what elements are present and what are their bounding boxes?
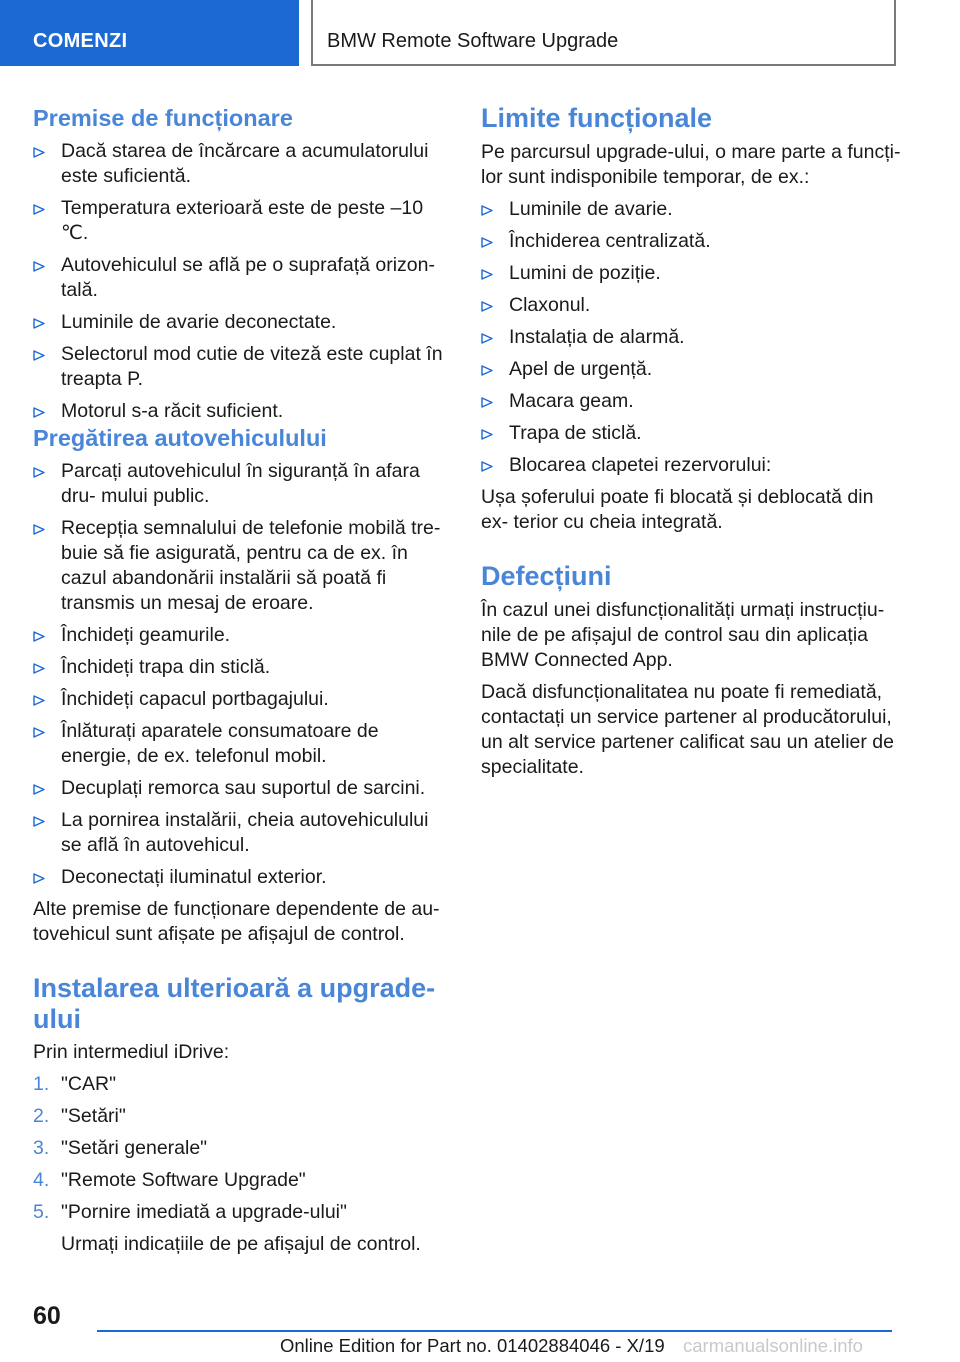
- triangle-right-outline-icon: [33, 816, 45, 827]
- list-item: [33, 516, 453, 616]
- watermark-text: carmanualsonline.info: [683, 1335, 863, 1356]
- section-tab: COMENZI: [0, 0, 299, 66]
- defectiuni-p1: În cazul unei disfuncționalități urmați instrucțiu‐ nile de pe afișajul de control sau din aplicația BMW Connected App.: [481, 599, 885, 671]
- list-item: [481, 261, 901, 286]
- triangle-right-outline-icon: [481, 333, 493, 344]
- list-item: [481, 453, 901, 478]
- defectiuni-section: [481, 561, 901, 780]
- pregatire-section: [33, 424, 453, 947]
- list-item-text: Deconectați iluminatul exterior.: [61, 866, 327, 888]
- defectiuni-heading: Defecțiuni: [481, 561, 612, 591]
- list-item-text: Decuplați remorca sau suportul de sarcini.: [61, 777, 426, 799]
- triangle-right-outline-icon: [33, 147, 45, 158]
- footer-divider: [97, 1330, 892, 1332]
- list-item: [481, 325, 901, 350]
- premise-section: [33, 104, 453, 424]
- step-item: [33, 1200, 453, 1225]
- list-item: [33, 196, 453, 246]
- triangle-right-outline-icon: [481, 269, 493, 280]
- list-item-text: Temperatura exterioară este de peste –10 ℃.: [61, 197, 424, 244]
- instalare-steps: [33, 1072, 453, 1225]
- step-item: [33, 1136, 453, 1161]
- list-item-text: Închideți trapa din sticlă.: [61, 656, 271, 678]
- triangle-right-outline-icon: [481, 301, 493, 312]
- triangle-right-outline-icon: [481, 461, 493, 472]
- step-item: [33, 1072, 453, 1097]
- list-item-text: La pornirea instalării, cheia autovehiculului se află în autovehicul.: [61, 809, 429, 856]
- list-item-text: Selectorul mod cutie de viteză este cuplat în treapta P.: [61, 343, 443, 390]
- list-item-text: Lumini de poziție.: [509, 262, 661, 284]
- triangle-right-outline-icon: [33, 350, 45, 361]
- list-item-text: Luminile de avarie.: [509, 198, 673, 220]
- list-item-text: Motorul s-a răcit suficient.: [61, 400, 284, 422]
- list-item: [33, 687, 453, 712]
- step-text: "Setări": [61, 1105, 126, 1127]
- list-item-text: Înlăturați aparatele consumatoare de energie, de ex. telefonul mobil.: [61, 720, 379, 767]
- list-item: [33, 139, 453, 189]
- triangle-right-outline-icon: [33, 784, 45, 795]
- list-item: [33, 459, 453, 509]
- triangle-right-outline-icon: [481, 365, 493, 376]
- list-item-text: Macara geam.: [509, 390, 634, 412]
- limite-intro: Pe parcursul upgrade-ului, o mare parte a funcți‐ lor sunt indisponibile temporar, de ex.:: [481, 141, 901, 188]
- list-item: [33, 776, 453, 801]
- step-number: 1.: [33, 1073, 50, 1095]
- list-item-text: Închideți capacul portbagajului.: [61, 688, 329, 710]
- list-item: [33, 655, 453, 680]
- list-item-text: Autovehiculul se află pe o suprafață orizon‐ tală.: [61, 254, 435, 301]
- step-number: 4.: [33, 1169, 50, 1191]
- list-item-text: Luminile de avarie deconectate.: [61, 311, 337, 333]
- list-item: [33, 865, 453, 890]
- triangle-right-outline-icon: [33, 695, 45, 706]
- step-text: "Setări generale": [61, 1137, 208, 1159]
- triangle-right-outline-icon: [33, 467, 45, 478]
- list-item-text: Închideți geamurile.: [61, 624, 231, 646]
- list-item-text: Parcați autovehiculul în siguranță în afara dru‐ mului public.: [61, 460, 420, 507]
- doc-title-box: [311, 0, 896, 66]
- pregatire-heading: Pregătirea autovehiculului: [33, 425, 327, 451]
- premise-heading: Premise de funcționare: [33, 105, 293, 131]
- triangle-right-outline-icon: [33, 663, 45, 674]
- list-item: [33, 310, 453, 335]
- edition-text: Online Edition for Part no. 01402884046 - X/19: [280, 1335, 665, 1356]
- step-text: "CAR": [61, 1073, 117, 1095]
- list-item: [481, 229, 901, 254]
- step-number: 5.: [33, 1201, 50, 1223]
- instalare-section: [33, 973, 453, 1257]
- triangle-right-outline-icon: [33, 318, 45, 329]
- pregatire-note: Alte premise de funcționare dependente de au‐ tovehicul sunt afișate pe afișajul de control.: [33, 898, 440, 945]
- triangle-right-outline-icon: [33, 204, 45, 215]
- list-item-text: Dacă starea de încărcare a acumulatorului este suficientă.: [61, 140, 429, 187]
- list-item-text: Apel de urgență.: [509, 358, 653, 380]
- list-item: [33, 342, 453, 392]
- triangle-right-outline-icon: [481, 237, 493, 248]
- list-item: [33, 253, 453, 303]
- list-item: [481, 389, 901, 414]
- list-item: [481, 293, 901, 318]
- list-item-text: Instalația de alarmă.: [509, 326, 685, 348]
- instalare-intro: Prin intermediul iDrive:: [33, 1041, 230, 1063]
- list-item-text: Blocarea clapetei rezervorului:: [509, 454, 772, 476]
- list-item-text: Recepția semnalului de telefonie mobilă tre‐ buie să fie asigurată, pentru ca de ex. în cazul abandonării instalării să poată fi transmis un mesaj de eroare.: [61, 517, 441, 614]
- list-item: [33, 399, 453, 424]
- doc-title: BMW Remote Software Upgrade: [327, 30, 619, 52]
- pregatire-list: [33, 459, 453, 890]
- instalare-follow: Urmați indicațiile de pe afișajul de control.: [61, 1233, 421, 1255]
- triangle-right-outline-icon: [33, 524, 45, 535]
- limite-section: [481, 103, 901, 535]
- list-item: [481, 421, 901, 446]
- step-number: 2.: [33, 1105, 50, 1127]
- list-item: [33, 719, 453, 769]
- triangle-right-outline-icon: [481, 397, 493, 408]
- defectiuni-p2: Dacă disfuncționalitatea nu poate fi remediată, contactați un service partener al producătorului, un alt service partener calificat sau un atelier de specialitate.: [481, 681, 894, 778]
- triangle-right-outline-icon: [481, 205, 493, 216]
- list-item: [481, 357, 901, 382]
- step-text: "Remote Software Upgrade": [61, 1169, 306, 1191]
- step-item: [33, 1168, 453, 1193]
- limite-note: Ușa șoferului poate fi blocată și deblocată din ex‐ terior cu cheia integrată.: [481, 486, 874, 533]
- page-header: [0, 0, 960, 66]
- triangle-right-outline-icon: [33, 727, 45, 738]
- premise-list: [33, 139, 453, 424]
- step-number: 3.: [33, 1137, 50, 1159]
- step-text: "Pornire imediată a upgrade-ului": [61, 1201, 347, 1223]
- triangle-right-outline-icon: [481, 429, 493, 440]
- list-item-text: Trapa de sticlă.: [509, 422, 642, 444]
- step-item: [33, 1104, 453, 1129]
- list-item: [33, 623, 453, 648]
- limite-list: [481, 197, 901, 478]
- instalare-heading: Instalarea ulterioară a upgrade-ului: [33, 973, 436, 1034]
- limite-heading: Limite funcționale: [481, 103, 713, 133]
- triangle-right-outline-icon: [33, 873, 45, 884]
- list-item-text: Închiderea centralizată.: [509, 230, 711, 252]
- list-item: [481, 197, 901, 222]
- page-number: 60: [33, 1302, 61, 1330]
- triangle-right-outline-icon: [33, 261, 45, 272]
- triangle-right-outline-icon: [33, 407, 45, 418]
- list-item: [33, 808, 453, 858]
- list-item-text: Claxonul.: [509, 294, 591, 316]
- triangle-right-outline-icon: [33, 631, 45, 642]
